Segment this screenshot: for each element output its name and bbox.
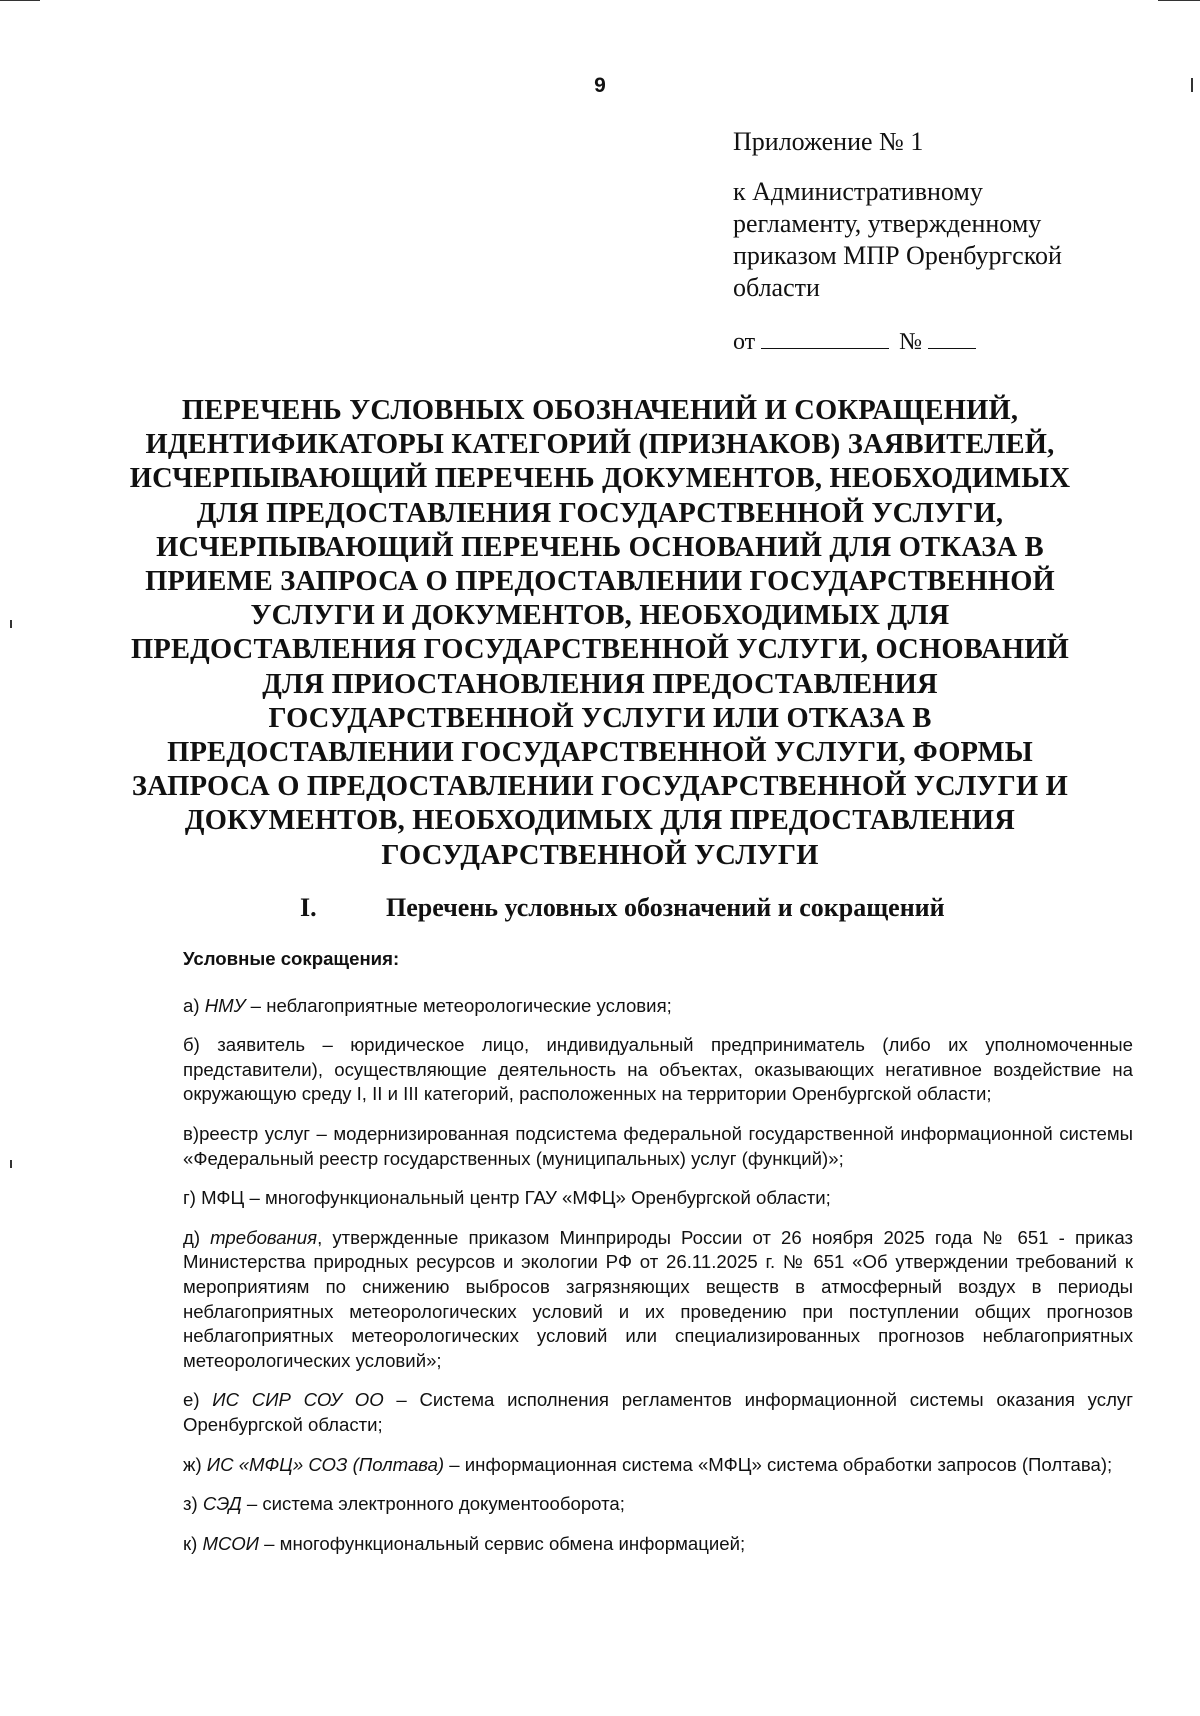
abbreviation-item [183,1226,1133,1374]
abbreviation-item [183,1033,1133,1107]
page-number: 9 [594,74,606,97]
number-blank-line [928,347,976,349]
main-title-line: ИСЧЕРПЫВАЮЩИЙ ПЕРЕЧЕНЬ ОСНОВАНИЙ ДЛЯ ОТКАЗА В [156,531,1044,563]
item-term: ИС «МФЦ» СОЗ (Полтава) [206,1453,445,1475]
date-blank-line [761,347,889,349]
main-title-line: ГОСУДАРСТВЕННОЙ УСЛУГИ [381,839,819,871]
section-heading [300,893,1060,923]
main-title-line: ДЛЯ ПРИОСТАНОВЛЕНИЯ ПРЕДОСТАВЛЕНИЯ [262,668,938,700]
abbreviation-item [183,1388,1133,1437]
main-title-line: ИДЕНТИФИКАТОРЫ КАТЕГОРИЙ (ПРИЗНАКОВ) ЗАЯВИТЕЛЕЙ, [145,429,1055,461]
scan-edge-mark [1191,78,1193,92]
main-title-line: УСЛУГИ И ДОКУМЕНТОВ, НЕОБХОДИМЫХ ДЛЯ [250,600,950,632]
document-main-title [120,394,1080,873]
section-title: Перечень условных обозначений и сокращений [386,893,945,922]
item-term: требования [210,1226,318,1248]
abbreviations-list [183,994,1133,1557]
abbreviation-item [183,1122,1133,1171]
number-sign: № [899,329,923,355]
appendix-title: Приложение № 1 [733,127,924,156]
abbreviation-item [183,1532,1133,1557]
abbreviation-item [183,1186,1133,1211]
item-definition: реестр услуг – модернизированная подсистема федеральной государственной информационной системы «Федеральный реестр государственных (муниципальных) услуг (функций)»; [183,1122,1133,1169]
main-title-line: ДЛЯ ПРЕДОСТАВЛЕНИЯ ГОСУДАРСТВЕННОЙ УСЛУГИ, [196,497,1004,529]
item-marker: г) [183,1187,202,1209]
item-term: МСОИ [202,1532,259,1554]
abbreviation-item [183,1492,1133,1517]
main-title-line: ИСЧЕРПЫВАЮЩИЙ ПЕРЕЧЕНЬ ДОКУМЕНТОВ, НЕОБХОДИМЫХ [129,463,1071,495]
item-definition: заявитель – юридическое лицо, индивидуальный предприниматель (либо их уполномоченные представители), осуществляющие деятельность на объектах, оказывающих негативное воздействие на окружающую среду I, II и III категорий, расположенных на территории Оренбургской области; [183,1034,1133,1105]
main-title-line: ГОСУДАРСТВЕННОЙ УСЛУГИ ИЛИ ОТКАЗА В [268,702,932,734]
item-definition: – Система исполнения регламентов информационной системы оказания услуг Оренбургской области; [183,1389,1133,1435]
item-marker: а) [183,994,205,1016]
appendix-date-row [733,326,1133,358]
section-number: I. [300,893,317,922]
item-marker: ж) [183,1453,207,1475]
appendix-body: к Административному регламенту, утвержденному приказом МПР Оренбургской области [733,177,1062,302]
item-marker: з) [183,1493,203,1515]
main-title-line: ПРЕДОСТАВЛЕНИИ ГОСУДАРСТВЕННОЙ УСЛУГИ, ФОРМЫ [167,737,1033,769]
abbreviation-item [183,1453,1133,1478]
item-term: СЭД [202,1493,242,1515]
abbreviations-content [183,947,1133,1556]
item-definition: – многофункциональный сервис обмена информацией; [258,1532,746,1554]
scan-edge-mark [10,1160,12,1168]
abbreviations-label: Условные сокращения: [183,948,400,969]
item-definition: – система электронного документооборота; [241,1493,625,1515]
item-definition: , утвержденные приказом Минприроды России от 26 ноября 2025 года № 651 - приказ Министерства природных ресурсов и экологии РФ от 26.11.2025 г. № 651 «Об утверждении требований к мероприятиям по снижению выбросов загрязняющих веществ в атмосферный воздух в периоды неблагоприятных метеорологических условий и их проведению при поступлении общих прогнозов неблагоприятных метеорологических условий или специализированных прогнозов неблагоприятных метеорологических условий»; [183,1226,1133,1371]
main-title-line: ПРИЕМЕ ЗАПРОСА О ПРЕДОСТАВЛЕНИИ ГОСУДАРСТВЕННОЙ [145,566,1055,598]
date-prefix: от [733,329,756,355]
scan-edge-mark [1158,0,1200,1]
item-definition: МФЦ – многофункциональный центр ГАУ «МФЦ» Оренбургской области; [201,1187,831,1209]
main-title-line: ПРЕДОСТАВЛЕНИЯ ГОСУДАРСТВЕННОЙ УСЛУГИ, ОСНОВАНИЙ [130,634,1070,666]
item-definition: – неблагоприятные метеорологические условия; [245,994,672,1016]
item-marker: д) [183,1226,211,1248]
appendix-block [733,126,1133,358]
item-term: ИС СИР СОУ ОО [212,1389,384,1411]
main-title-line: ЗАПРОСА О ПРЕДОСТАВЛЕНИИ ГОСУДАРСТВЕННОЙ УСЛУГИ И [131,771,1069,803]
scan-edge-mark [10,620,12,628]
item-marker: е) [183,1389,213,1411]
item-term: НМУ [204,994,246,1016]
item-marker: б) [183,1034,218,1056]
item-marker: к) [183,1532,203,1554]
item-definition: – информационная система «МФЦ» система обработки запросов (Полтава); [444,1453,1113,1475]
main-title-line: ДОКУМЕНТОВ, НЕОБХОДИМЫХ ДЛЯ ПРЕДОСТАВЛЕНИЯ [184,805,1016,837]
main-title-line: ПЕРЕЧЕНЬ УСЛОВНЫХ ОБОЗНАЧЕНИЙ И СОКРАЩЕНИЙ, [181,395,1019,426]
scan-edge-mark [0,0,40,1]
abbreviation-item [183,994,1133,1019]
item-marker: в) [183,1122,200,1144]
